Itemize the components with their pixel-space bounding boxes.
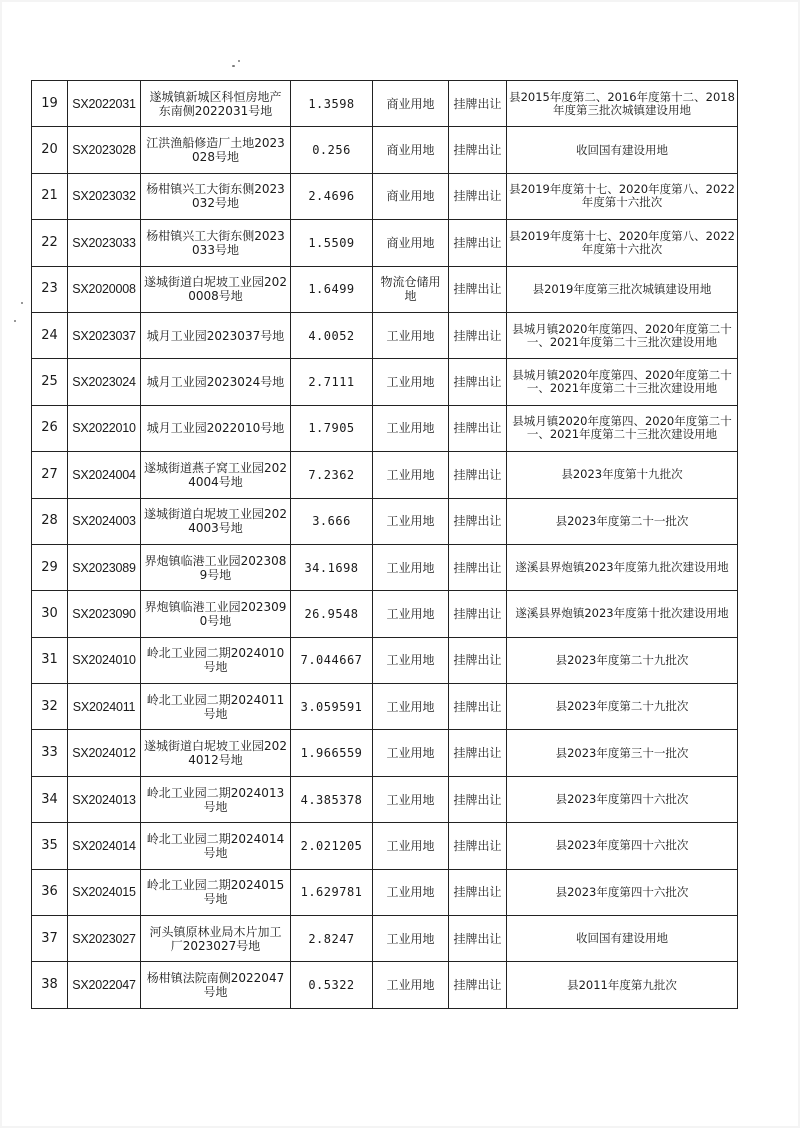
- parcel-location: 杨柑镇法院南侧2022047号地: [141, 962, 291, 1008]
- parcel-location: 杨柑镇兴工大街东侧2023033号地: [141, 220, 291, 266]
- parcel-code: SX2022031: [68, 81, 141, 127]
- row-number: 31: [32, 637, 68, 683]
- row-number: 19: [32, 81, 68, 127]
- parcel-code: SX2024010: [68, 637, 141, 683]
- row-number: 35: [32, 823, 68, 869]
- table-row: [32, 359, 738, 405]
- table-row: [32, 452, 738, 498]
- parcel-code: SX2023037: [68, 312, 141, 358]
- land-use: 工业用地: [373, 730, 449, 776]
- table-row: [32, 684, 738, 730]
- land-use: 工业用地: [373, 776, 449, 822]
- row-number: 28: [32, 498, 68, 544]
- parcel-location: 岭北工业园二期2024014号地: [141, 823, 291, 869]
- scan-speck: [14, 320, 16, 322]
- transfer-method: 挂牌出让: [449, 312, 507, 358]
- row-number: 25: [32, 359, 68, 405]
- parcel-code: SX2024015: [68, 869, 141, 915]
- land-use: 工业用地: [373, 823, 449, 869]
- approval-batch: 县2023年度第二十九批次: [507, 637, 738, 683]
- table-row: [32, 405, 738, 451]
- approval-batch: 收回国有建设用地: [507, 127, 738, 173]
- transfer-method: 挂牌出让: [449, 452, 507, 498]
- table-row: [32, 730, 738, 776]
- table-row: [32, 591, 738, 637]
- table-row: [32, 266, 738, 312]
- parcel-area: 1.5509: [291, 220, 373, 266]
- row-number: 23: [32, 266, 68, 312]
- land-use: 工业用地: [373, 544, 449, 590]
- parcel-location: 城月工业园2023037号地: [141, 312, 291, 358]
- parcel-area: 0.256: [291, 127, 373, 173]
- parcel-area: 7.2362: [291, 452, 373, 498]
- table-row: [32, 916, 738, 962]
- parcel-location: 界炮镇临港工业园2023090号地: [141, 591, 291, 637]
- parcel-area: 26.9548: [291, 591, 373, 637]
- transfer-method: 挂牌出让: [449, 173, 507, 219]
- approval-batch: 遂溪县界炮镇2023年度第九批次建设用地: [507, 544, 738, 590]
- transfer-method: 挂牌出让: [449, 962, 507, 1008]
- table-row: [32, 637, 738, 683]
- transfer-method: 挂牌出让: [449, 220, 507, 266]
- parcel-location: 遂城镇新城区科恒房地产东南侧2022031号地: [141, 81, 291, 127]
- scan-speck: [232, 65, 235, 67]
- transfer-method: 挂牌出让: [449, 81, 507, 127]
- table-row: [32, 962, 738, 1008]
- approval-batch: 县2023年度第二十一批次: [507, 498, 738, 544]
- row-number: 29: [32, 544, 68, 590]
- approval-batch: 县2023年度第四十六批次: [507, 869, 738, 915]
- parcel-area: 1.7905: [291, 405, 373, 451]
- parcel-location: 岭北工业园二期2024013号地: [141, 776, 291, 822]
- transfer-method: 挂牌出让: [449, 637, 507, 683]
- land-use: 工业用地: [373, 869, 449, 915]
- land-use: 工业用地: [373, 591, 449, 637]
- parcel-location: 江洪渔船修造厂土地2023028号地: [141, 127, 291, 173]
- transfer-method: 挂牌出让: [449, 127, 507, 173]
- transfer-method: 挂牌出让: [449, 776, 507, 822]
- parcel-code: SX2023024: [68, 359, 141, 405]
- transfer-method: 挂牌出让: [449, 684, 507, 730]
- row-number: 36: [32, 869, 68, 915]
- transfer-method: 挂牌出让: [449, 591, 507, 637]
- parcel-area: 1.6499: [291, 266, 373, 312]
- parcel-location: 岭北工业园二期2024015号地: [141, 869, 291, 915]
- row-number: 26: [32, 405, 68, 451]
- land-use: 工业用地: [373, 684, 449, 730]
- parcel-location: 遂城街道白坭坡工业园2024003号地: [141, 498, 291, 544]
- land-use: 商业用地: [373, 81, 449, 127]
- document-page: [2, 2, 798, 1126]
- approval-batch: 县2023年度第四十六批次: [507, 776, 738, 822]
- land-use: 工业用地: [373, 916, 449, 962]
- parcel-area: 3.059591: [291, 684, 373, 730]
- transfer-method: 挂牌出让: [449, 498, 507, 544]
- parcel-code: SX2022047: [68, 962, 141, 1008]
- transfer-method: 挂牌出让: [449, 405, 507, 451]
- parcel-code: SX2023032: [68, 173, 141, 219]
- table-row: [32, 544, 738, 590]
- parcel-code: SX2024003: [68, 498, 141, 544]
- transfer-method: 挂牌出让: [449, 266, 507, 312]
- parcel-area: 3.666: [291, 498, 373, 544]
- row-number: 27: [32, 452, 68, 498]
- parcel-area: 1.629781: [291, 869, 373, 915]
- land-use: 工业用地: [373, 452, 449, 498]
- row-number: 33: [32, 730, 68, 776]
- land-use: 工业用地: [373, 405, 449, 451]
- land-use: 工业用地: [373, 962, 449, 1008]
- row-number: 37: [32, 916, 68, 962]
- land-use: 物流仓储用地: [373, 266, 449, 312]
- transfer-method: 挂牌出让: [449, 359, 507, 405]
- row-number: 38: [32, 962, 68, 1008]
- approval-batch: 县2023年度第三十一批次: [507, 730, 738, 776]
- approval-batch: 县2023年度第十九批次: [507, 452, 738, 498]
- approval-batch: 收回国有建设用地: [507, 916, 738, 962]
- transfer-method: 挂牌出让: [449, 544, 507, 590]
- parcel-location: 岭北工业园二期2024010号地: [141, 637, 291, 683]
- approval-batch: 县2011年度第九批次: [507, 962, 738, 1008]
- parcel-area: 7.044667: [291, 637, 373, 683]
- approval-batch: 县2023年度第二十九批次: [507, 684, 738, 730]
- parcel-code: SX2020008: [68, 266, 141, 312]
- approval-batch: 遂溪县界炮镇2023年度第十批次建设用地: [507, 591, 738, 637]
- parcel-code: SX2023028: [68, 127, 141, 173]
- scan-speck: [238, 60, 240, 62]
- table-row: [32, 173, 738, 219]
- parcel-location: 遂城街道白坭坡工业园2024012号地: [141, 730, 291, 776]
- land-use: 工业用地: [373, 498, 449, 544]
- parcel-code: SX2024013: [68, 776, 141, 822]
- row-number: 34: [32, 776, 68, 822]
- row-number: 32: [32, 684, 68, 730]
- transfer-method: 挂牌出让: [449, 730, 507, 776]
- table-row: [32, 823, 738, 869]
- parcel-area: 2.8247: [291, 916, 373, 962]
- row-number: 22: [32, 220, 68, 266]
- approval-batch: 县2015年度第二、2016年度第十二、2018年度第三批次城镇建设用地: [507, 81, 738, 127]
- transfer-method: 挂牌出让: [449, 823, 507, 869]
- parcel-code: SX2022010: [68, 405, 141, 451]
- row-number: 24: [32, 312, 68, 358]
- approval-batch: 县城月镇2020年度第四、2020年度第二十一、2021年度第二十三批次建设用地: [507, 312, 738, 358]
- approval-batch: 县城月镇2020年度第四、2020年度第二十一、2021年度第二十三批次建设用地: [507, 359, 738, 405]
- approval-batch: 县2019年度第十七、2020年度第八、2022年度第十六批次: [507, 220, 738, 266]
- row-number: 21: [32, 173, 68, 219]
- parcel-area: 4.0052: [291, 312, 373, 358]
- table-row: [32, 869, 738, 915]
- parcel-area: 2.7111: [291, 359, 373, 405]
- parcel-location: 遂城街道燕子窝工业园2024004号地: [141, 452, 291, 498]
- parcel-location: 界炮镇临港工业园2023089号地: [141, 544, 291, 590]
- parcel-area: 1.3598: [291, 81, 373, 127]
- row-number: 30: [32, 591, 68, 637]
- transfer-method: 挂牌出让: [449, 869, 507, 915]
- table-row: [32, 127, 738, 173]
- approval-batch: 县2019年度第三批次城镇建设用地: [507, 266, 738, 312]
- land-use: 商业用地: [373, 173, 449, 219]
- land-use: 工业用地: [373, 637, 449, 683]
- table-row: [32, 220, 738, 266]
- parcel-area: 2.021205: [291, 823, 373, 869]
- parcel-area: 2.4696: [291, 173, 373, 219]
- approval-batch: 县城月镇2020年度第四、2020年度第二十一、2021年度第二十三批次建设用地: [507, 405, 738, 451]
- parcel-area: 4.385378: [291, 776, 373, 822]
- parcel-location: 城月工业园2022010号地: [141, 405, 291, 451]
- transfer-method: 挂牌出让: [449, 916, 507, 962]
- table-row: [32, 312, 738, 358]
- table-row: [32, 498, 738, 544]
- parcel-code: SX2024011: [68, 684, 141, 730]
- parcel-code: SX2023027: [68, 916, 141, 962]
- parcel-area: 1.966559: [291, 730, 373, 776]
- parcel-location: 岭北工业园二期2024011号地: [141, 684, 291, 730]
- table-body: [32, 81, 738, 1009]
- table-row: [32, 81, 738, 127]
- land-use: 工业用地: [373, 359, 449, 405]
- parcel-code: SX2024014: [68, 823, 141, 869]
- parcel-location: 杨柑镇兴工大街东侧2023032号地: [141, 173, 291, 219]
- parcel-location: 遂城街道白坭坡工业园2020008号地: [141, 266, 291, 312]
- parcel-location: 城月工业园2023024号地: [141, 359, 291, 405]
- approval-batch: 县2023年度第四十六批次: [507, 823, 738, 869]
- parcel-code: SX2023033: [68, 220, 141, 266]
- parcel-code: SX2024012: [68, 730, 141, 776]
- land-use: 工业用地: [373, 312, 449, 358]
- parcel-code: SX2024004: [68, 452, 141, 498]
- row-number: 20: [32, 127, 68, 173]
- land-use: 商业用地: [373, 220, 449, 266]
- parcel-code: SX2023089: [68, 544, 141, 590]
- table-row: [32, 776, 738, 822]
- land-use: 商业用地: [373, 127, 449, 173]
- parcel-code: SX2023090: [68, 591, 141, 637]
- land-parcel-table: [31, 80, 738, 1009]
- approval-batch: 县2019年度第十七、2020年度第八、2022年度第十六批次: [507, 173, 738, 219]
- parcel-area: 0.5322: [291, 962, 373, 1008]
- scan-speck: [21, 302, 23, 304]
- parcel-location: 河头镇原林业局木片加工厂2023027号地: [141, 916, 291, 962]
- parcel-area: 34.1698: [291, 544, 373, 590]
